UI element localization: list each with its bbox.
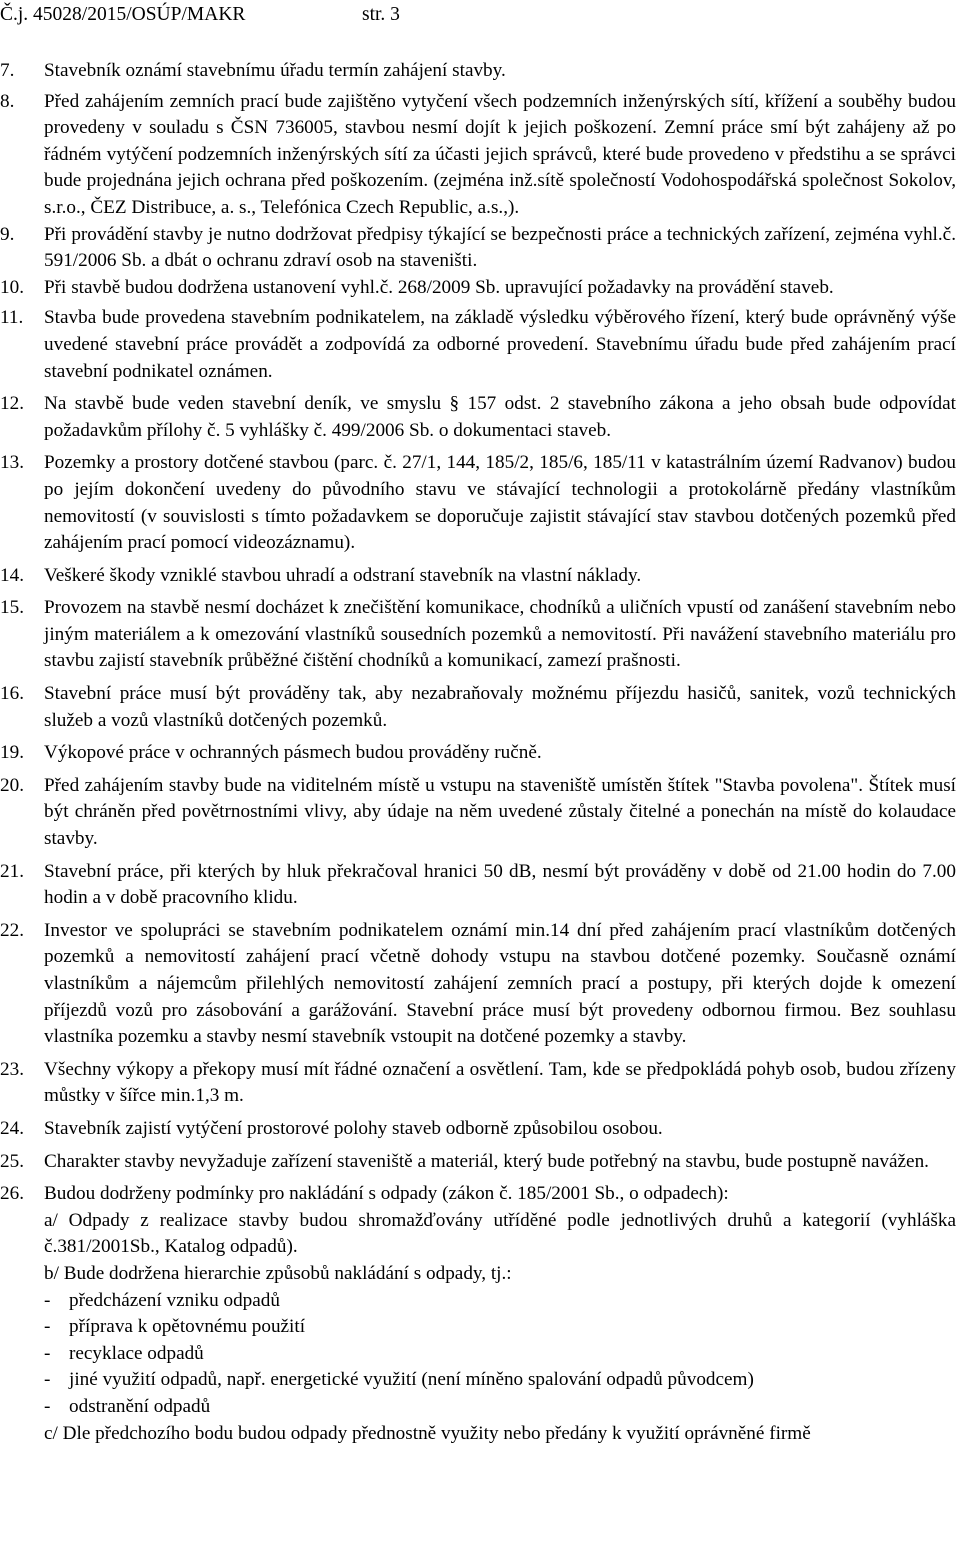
list-item [0, 450, 956, 556]
conditions-list [0, 58, 956, 1447]
item-number: 21. [0, 860, 24, 882]
dash-bullet: - [44, 1369, 51, 1391]
list-item [0, 1057, 956, 1110]
item-text: Všechny výkopy a překopy musí mít řádné označení a osvětlení. Tam, kde se předpokládá pohyb osob, budou zřízeny můstky v šířce min.1,3 m. [44, 1058, 956, 1107]
hierarchy-item [44, 1288, 956, 1315]
item-number: 25. [0, 1150, 24, 1172]
list-item [0, 391, 956, 444]
item-text [44, 1181, 956, 1447]
dash-bullet: - [44, 1395, 51, 1417]
list-item [0, 859, 956, 912]
item-text: Pozemky a prostory dotčené stavbou (parc. č. 27/1, 144, 185/2, 185/6, 185/11 v katastrálním území Radvanov) budou po jejím dokončení uvedeny do původního stavu ve stávající technologii a protokolárně předány vlastníkům nemovitostí (v souvislosti s tímto požadavkem se doporučuje zajistit stávající stav stavbou dotčených pozemků před zahájením prací pomocí videozáznamu). [44, 452, 956, 554]
dash-bullet: - [44, 1289, 51, 1311]
item-number: 23. [0, 1058, 24, 1080]
document-reference: Č.j. 45028/2015/OSÚP/MAKR [0, 4, 246, 25]
list-item-waste [0, 1181, 956, 1447]
waste-point-a: a/ Odpady z realizace stavby budou shromažďovány utříděné podle jednotlivých druhů a kategorií (vyhláška č.381/2001Sb., Katalog odpadů). [44, 1209, 956, 1258]
item-text: Investor ve spolupráci se stavebním podnikatelem oznámí min.14 dní před zahájením prací vlastníkům dotčených pozemků a nemovitostí zahájení prací včetně dohody vstupu na stavbou dotčené pozemky. Současně oznámí vlastníkům a nájemcům přilehlých nemovitostí zahájení zemních prací a postupy, při kterých dojde k omezení příjezdů vozů pro zásobování a garážování. Stavební práce musí být provedeny odbornou firmou. Bez souhlasu vlastníka pozemku a stavby nesmí stavebník vstoupit na dotčené pozemky a stavby. [44, 919, 956, 1048]
list-item [0, 563, 956, 590]
list-item [0, 681, 956, 734]
page-header [0, 0, 960, 26]
item-number: 10. [0, 276, 24, 298]
list-item [0, 1116, 956, 1143]
hierarchy-text: odstranění odpadů [69, 1395, 211, 1417]
list-item [0, 595, 956, 675]
list-item [0, 58, 956, 85]
item-text: Provozem na stavbě nesmí docházet k znečištění komunikace, chodníků a uličních vpustí od zanášení stavebním nebo jiným materiálem a k omezování vlastníků sousedních pozemků a nemovitostí. Při navážení stavebního materiálu pro stavbu zajistí stavebník průběžné čištění chodníků a komunikací, zamezí prašnosti. [44, 597, 956, 672]
item-number: 19. [0, 742, 24, 764]
item-text: Stavební práce, při kterých by hluk překračoval hranici 50 dB, nesmí být prováděny v době od 21.00 hodin do 7.00 hodin a v době pracovního klidu. [44, 860, 956, 909]
item-number: 11. [0, 307, 24, 329]
waste-intro: Budou dodrženy podmínky pro nakládání s odpady (zákon č. 185/2001 Sb., o odpadech): [44, 1183, 729, 1205]
item-text: Při provádění stavby je nutno dodržovat předpisy týkající se bezpečnosti práce a technických zařízení, zejména vyhl.č. 591/2006 Sb. a dbát o ochranu zdraví osob na staveništi. [44, 223, 956, 272]
item-text: Při stavbě budou dodržena ustanovení vyhl.č. 268/2009 Sb. upravující požadavky na provádění staveb. [44, 276, 834, 298]
item-number: 20. [0, 774, 24, 796]
item-number: 24. [0, 1117, 24, 1139]
list-item [0, 740, 956, 767]
item-text: Charakter stavby nevyžaduje zařízení staveniště a materiál, který bude potřebný na stavbu, bude postupně navážen. [44, 1150, 929, 1172]
item-number: 14. [0, 564, 24, 586]
item-number: 15. [0, 597, 24, 619]
item-text: Na stavbě bude veden stavební deník, ve smyslu § 157 odst. 2 stavebního zákona a jeho obsah bude odpovídat požadavkům přílohy č. 5 vyhlášky č. 499/2006 Sb. o dokumentaci staveb. [44, 393, 956, 441]
hierarchy-text: jiné využití odpadů, např. energetické využití (není míněno spalování odpadů původcem) [69, 1369, 754, 1391]
hierarchy-item [44, 1314, 956, 1341]
hierarchy-item [44, 1341, 956, 1368]
item-text: Veškeré škody vzniklé stavbou uhradí a odstraní stavebník na vlastní náklady. [44, 564, 642, 586]
item-text: Výkopové práce v ochranných pásmech budou prováděny ručně. [44, 742, 542, 764]
item-text: Před zahájením stavby bude na viditelném místě u vstupu na staveniště umístěn štítek "Stavba povolena". Štítek musí být chráněn před povětrnostními vlivy, aby údaje na něm uvedené zůstaly čitelné a ponechán na místě do kolaudace stavby. [44, 774, 956, 850]
dash-bullet: - [44, 1316, 51, 1338]
list-item [0, 918, 956, 1051]
item-number: 12. [0, 393, 24, 415]
hierarchy-item [44, 1367, 956, 1394]
hierarchy-text: příprava k opětovnému použití [69, 1316, 306, 1338]
list-item [0, 222, 956, 275]
item-text: Stavební práce musí být prováděny tak, aby nezabraňovaly možnému příjezdu hasičů, sanitek, vozů technických služeb a vozů vlastníků dotčených pozemků. [44, 683, 956, 731]
hierarchy-text: předcházení vzniku odpadů [69, 1289, 280, 1311]
item-number: 9. [0, 223, 15, 245]
hierarchy-item [44, 1394, 956, 1421]
list-item [0, 305, 956, 385]
item-text: Před zahájením zemních prací bude zajištěno vytyčení všech podzemních inženýrských sítí, křížení a souběhy budou provedeny v souladu s ČSN 736005, stavbou nesmí dojít k jejich poškození. Zemní práce smí být zahájeny až po řádném vytýčení podzemních inženýrských sítí za účasti jejich správců, které bude provedeno v předstihu a se správci bude projednána jejich ochrana před poškozením. (zejména inž.sítě společností Vodohospodářská společnost Sokolov, s.r.o., ČEZ Distribuce, a. s., Telefónica Czech Republic, a.s.,). [44, 90, 956, 218]
item-text: Stavebník zajistí vytýčení prostorové polohy staveb odborně způsobilou osobou. [44, 1117, 663, 1139]
item-text: Stavebník oznámí stavebnímu úřadu termín zahájení stavby. [44, 60, 506, 81]
list-item [0, 1149, 956, 1176]
waste-point-c: c/ Dle předchozího bodu budou odpady přednostně využity nebo předány k využití oprávněné firmě [44, 1422, 811, 1444]
list-item [0, 275, 956, 302]
item-number: 13. [0, 452, 24, 474]
waste-point-b: b/ Bude dodržena hierarchie způsobů nakládání s odpady, tj.: [44, 1262, 512, 1284]
list-item [0, 773, 956, 853]
item-number: 26. [0, 1183, 24, 1205]
item-number: 22. [0, 919, 24, 941]
page-number: str. 3 [362, 4, 400, 25]
item-text: Stavba bude provedena stavebním podnikatelem, na základě výsledku výběrového řízení, který bude oprávněný výše uvedené stavební práce provádět a zodpovídá za odborné provedení. Stavebnímu úřadu bude před zahájením prací stavební podnikatel oznámen. [44, 307, 956, 382]
item-number: 16. [0, 683, 24, 705]
item-number: 8. [0, 90, 15, 112]
list-item [0, 89, 956, 222]
item-number: 7. [0, 60, 15, 81]
dash-bullet: - [44, 1342, 51, 1364]
hierarchy-text: recyklace odpadů [69, 1342, 204, 1364]
